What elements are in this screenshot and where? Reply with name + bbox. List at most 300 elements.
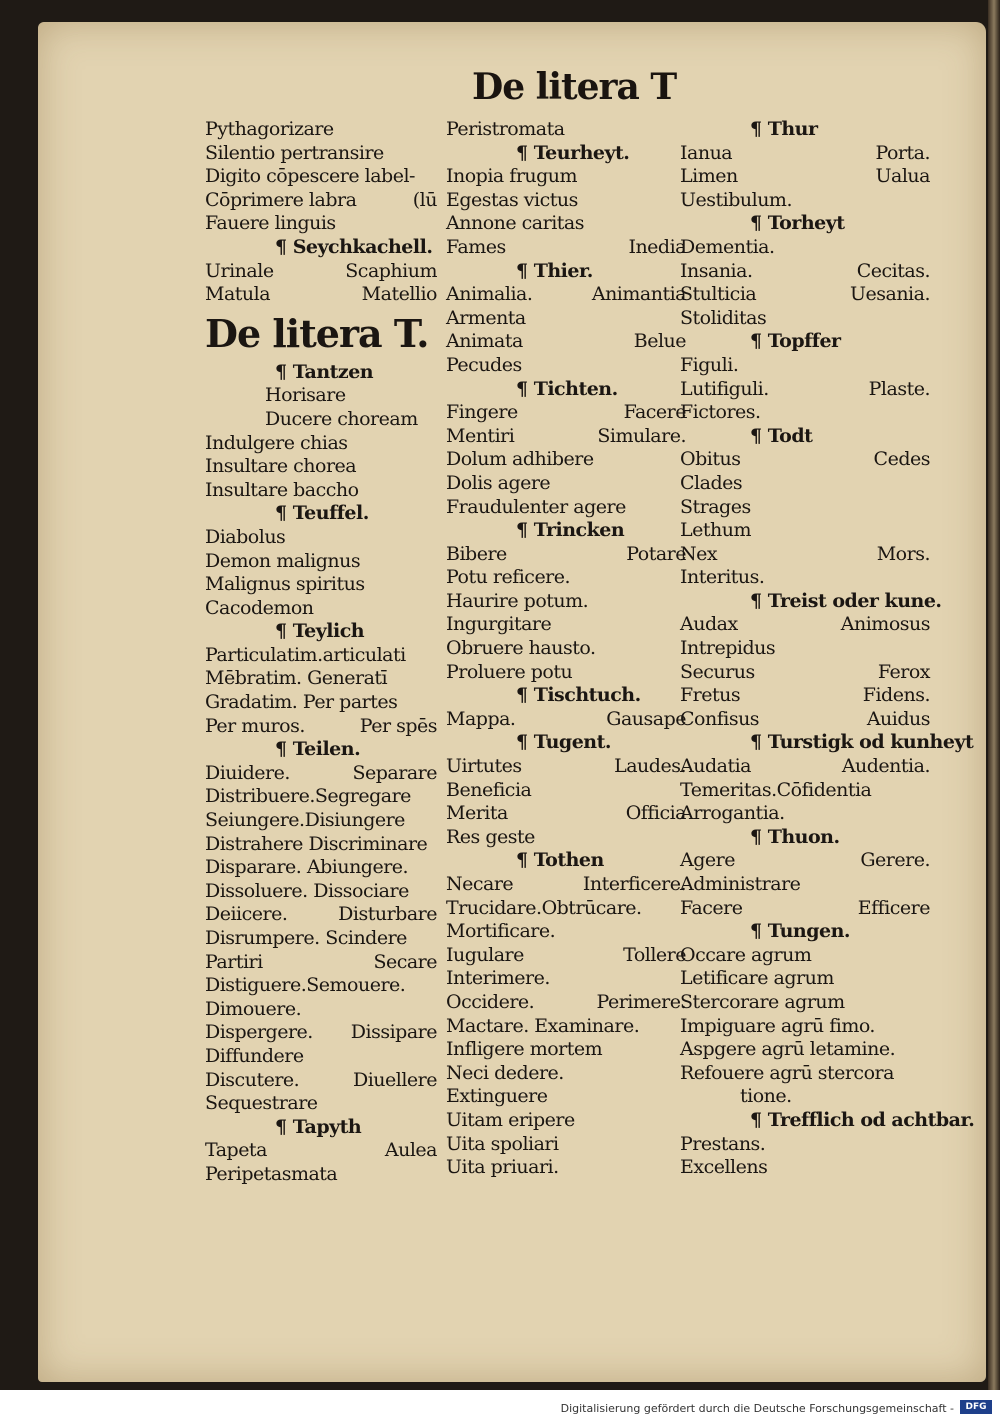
glossary-entry: [680, 873, 930, 897]
glossary-entry: [680, 354, 930, 378]
glossary-entry: [205, 691, 437, 715]
entry-text: Dementia.: [680, 235, 775, 258]
lemma-heading: [205, 738, 437, 762]
entry-text: Malignus spiritus: [205, 573, 365, 596]
entry-text: Tapeta: [205, 1139, 267, 1162]
glossary-entry: [680, 967, 930, 991]
glossary-entry: [680, 519, 930, 543]
glossary-entry: [446, 967, 686, 991]
entry-text: Fraudulenter agere: [446, 495, 626, 518]
glossary-entry: [680, 1015, 930, 1039]
entry-text: Proluere potu: [446, 660, 573, 683]
entry-text: Figuli.: [680, 353, 739, 376]
entry-text: Intrepidus: [680, 637, 776, 660]
entry-synonym: Aulea: [384, 1139, 437, 1162]
glossary-entry: [680, 236, 930, 260]
glossary-entry: [680, 849, 930, 873]
glossary-entry: [205, 715, 437, 739]
entry-text: Disrumpere. Scindere: [205, 927, 407, 949]
entry-text: ¶ Tischtuch.: [516, 684, 641, 707]
glossary-entry: [680, 307, 930, 331]
entry-text: Distribuere.Segregare: [205, 785, 411, 808]
section-heading: [205, 307, 437, 361]
glossary-entry: [205, 762, 437, 786]
entry-text: Mappa.: [446, 707, 516, 730]
entry-text: Uita priuari.: [446, 1156, 559, 1179]
entry-text: Excellens: [680, 1156, 768, 1179]
entry-text: ¶ Tungen.: [750, 920, 851, 943]
glossary-entry: [446, 1038, 686, 1062]
entry-text: tione.: [740, 1085, 792, 1108]
entry-text: Pecudes: [446, 353, 522, 376]
glossary-entry: [446, 873, 686, 897]
glossary-entry: [446, 613, 686, 637]
entry-text: ¶ Tugent.: [516, 731, 611, 754]
lemma-heading: [680, 118, 930, 142]
entry-text: ¶ Trincken: [516, 519, 625, 542]
entry-text: ¶ Tichten.: [516, 377, 618, 400]
entry-text: Securus: [680, 660, 755, 683]
entry-text: Cōprimere labra: [205, 188, 357, 211]
glossary-entry: [205, 1139, 437, 1163]
glossary-entry: [680, 637, 930, 661]
entry-text: Strages: [680, 495, 751, 518]
glossary-entry: [680, 189, 930, 213]
entry-synonym: Per spēs: [359, 714, 437, 737]
entry-synonym: Facere: [623, 401, 686, 424]
lemma-heading: [446, 260, 686, 284]
entry-synonym: Gausape: [606, 707, 686, 730]
entry-synonym: Mors.: [876, 542, 930, 565]
entry-text: Distrahere Discriminare: [205, 832, 428, 855]
column-middle: [446, 118, 686, 1180]
entry-synonym: Animosus: [840, 613, 930, 636]
glossary-entry: [680, 1062, 930, 1086]
entry-synonym: Belue: [633, 330, 686, 353]
entry-text: Uitam eripere: [446, 1108, 575, 1131]
entry-text: Bibere: [446, 542, 507, 565]
entry-text: Obruere hausto.: [446, 637, 596, 660]
entry-text: Necare: [446, 873, 514, 895]
entry-text: Partiri: [205, 950, 263, 973]
entry-synonym: Potare: [626, 542, 686, 565]
glossary-entry: [680, 1038, 930, 1062]
glossary-entry: [205, 809, 437, 833]
entry-text: Horisare: [265, 384, 346, 407]
entry-text: Digito cōpescere label-: [205, 165, 415, 188]
glossary-entry: [205, 856, 437, 880]
entry-synonym: Dissipare: [350, 1021, 437, 1044]
entry-text: Diffundere: [205, 1044, 304, 1067]
glossary-entry: [446, 779, 686, 803]
lemma-heading: [446, 684, 686, 708]
entry-text: ¶ Teilen.: [275, 738, 361, 761]
entry-text: Fingere: [446, 401, 518, 424]
lemma-heading: [446, 731, 686, 755]
entry-text: Inopia frugum: [446, 165, 578, 188]
entry-synonym: Interficere.: [582, 873, 686, 895]
entry-text: Ducere choream: [265, 407, 418, 430]
entry-synonym: Efficere: [857, 896, 930, 919]
glossary-entry: [680, 991, 930, 1015]
glossary-entry: [205, 644, 437, 668]
entry-text: Uirtutes: [446, 755, 522, 778]
entry-text: Fretus: [680, 684, 741, 707]
entry-text: ¶ Teylich: [275, 620, 365, 643]
glossary-entry: [205, 903, 437, 927]
entry-synonym: Simulare.: [597, 424, 686, 447]
glossary-entry: [205, 1045, 437, 1069]
entry-text: Confisus: [680, 707, 760, 730]
glossary-entry: [205, 118, 437, 142]
entry-text: Audatia: [680, 755, 751, 778]
entry-text: Merita: [446, 802, 508, 825]
glossary-entry: [680, 378, 930, 402]
lemma-heading: [680, 731, 974, 755]
entry-text: Interimere.: [446, 967, 550, 990]
entry-text: Silentio pertransire: [205, 141, 384, 164]
glossary-entry: [446, 566, 686, 590]
entry-text: ¶ Thur: [750, 118, 818, 140]
entry-text: Ingurgitare: [446, 613, 552, 636]
glossary-entry: [205, 785, 437, 809]
glossary-entry: [205, 573, 437, 597]
glossary-entry: [446, 1085, 686, 1109]
glossary-entry: [680, 944, 930, 968]
lemma-heading: [446, 378, 686, 402]
entry-text: ¶ Thuon.: [750, 825, 840, 848]
entry-text: ¶ Tantzen: [275, 360, 374, 383]
entry-text: Aspgere agrū letamine.: [680, 1038, 896, 1061]
lemma-heading: [205, 1116, 437, 1140]
entry-text: Infligere mortem: [446, 1038, 603, 1061]
glossary-entry: [446, 755, 686, 779]
entry-text: Dimouere.: [205, 997, 302, 1020]
glossary-entry: [446, 307, 686, 331]
glossary-entry: [446, 472, 686, 496]
entry-text: Potu reficere.: [446, 566, 571, 589]
entry-text: Egestas victus: [446, 188, 578, 211]
glossary-entry: [680, 142, 930, 166]
entry-text: Interitus.: [680, 566, 765, 589]
entry-text: Neci dedere.: [446, 1061, 564, 1084]
entry-text: Impiguare agrū fimo.: [680, 1014, 875, 1037]
glossary-entry: [205, 189, 437, 213]
glossary-entry: [680, 1085, 930, 1109]
glossary-entry: [205, 1163, 437, 1187]
entry-synonym: Inedia: [628, 235, 686, 258]
entry-synonym: Diuellere: [352, 1068, 437, 1091]
entry-text: Demon malignus: [205, 549, 361, 572]
column-right: [680, 118, 975, 1180]
entry-synonym: Plaste.: [868, 377, 930, 400]
glossary-entry: [446, 283, 686, 307]
entry-text: ¶ Teuffel.: [275, 502, 369, 525]
entry-text: Nex: [680, 542, 718, 565]
glossary-entry: [680, 496, 930, 520]
lemma-heading: [680, 330, 930, 354]
entry-text: Extinguere: [446, 1085, 548, 1108]
entry-text: ¶ Topffer: [750, 330, 841, 353]
entry-synonym: Tollere: [623, 943, 686, 966]
glossary-entry: [205, 479, 437, 503]
entry-synonym: (lū: [412, 188, 437, 211]
entry-text: ¶ Tothen: [516, 849, 604, 872]
glossary-entry: [205, 455, 437, 479]
glossary-entry: [205, 260, 437, 284]
glossary-entry: [680, 708, 930, 732]
lemma-heading: [680, 920, 930, 944]
entry-text: Mentiri: [446, 424, 515, 447]
glossary-entry: [680, 1133, 930, 1157]
glossary-entry: [680, 1156, 930, 1180]
glossary-entry: [680, 684, 930, 708]
entry-synonym: Gerere.: [860, 849, 930, 872]
glossary-entry: [680, 543, 930, 567]
entry-text: Insania.: [680, 259, 753, 282]
entry-text: Peripetasmata: [205, 1162, 338, 1185]
glossary-entry: [205, 408, 437, 432]
footer-credit: Digitalisierung gefördert durch die Deutsche Forschungsgemeinschaft -: [560, 1402, 954, 1415]
glossary-entry: [680, 613, 930, 637]
glossary-entry: [446, 354, 686, 378]
entry-text: Urinale: [205, 259, 274, 282]
glossary-entry: [446, 944, 686, 968]
entry-text: Uita spoliari: [446, 1132, 559, 1155]
glossary-entry: [680, 165, 930, 189]
entry-text: Dolum adhibere: [446, 448, 594, 471]
lemma-heading: [205, 620, 437, 644]
glossary-entry: [680, 802, 930, 826]
entry-text: Mactare. Examinare.: [446, 1014, 640, 1037]
entry-text: Animalia.: [446, 283, 533, 306]
entry-synonym: Secare: [373, 950, 437, 973]
entry-text: Lutifiguli.: [680, 377, 769, 400]
entry-text: Letificare agrum: [680, 967, 834, 990]
entry-synonym: Matellio: [361, 283, 437, 306]
glossary-entry: [446, 1109, 686, 1133]
entry-synonym: Auidus: [866, 707, 930, 730]
entry-text: Uestibulum.: [680, 188, 792, 211]
glossary-entry: [446, 401, 686, 425]
glossary-entry: [205, 283, 437, 307]
entry-text: ¶ Treist oder kune.: [750, 589, 942, 612]
glossary-entry: [446, 330, 686, 354]
entry-synonym: Audentia.: [841, 755, 930, 778]
entry-text: Dispergere.: [205, 1021, 313, 1044]
glossary-entry: [446, 708, 686, 732]
glossary-entry: [446, 543, 686, 567]
entry-text: Distiguere.Semouere.: [205, 974, 406, 997]
entry-text: Fames: [446, 235, 506, 258]
entry-synonym: Ferox: [877, 660, 930, 683]
glossary-entry: [446, 1015, 686, 1039]
entry-text: Per muros.: [205, 714, 305, 737]
entry-text: Annone caritas: [446, 212, 584, 235]
glossary-entry: [446, 1062, 686, 1086]
dfg-logo: DFG: [960, 1400, 992, 1414]
running-head: De litera T: [472, 66, 677, 108]
entry-text: ¶ Turstigk od kunheyt: [750, 731, 974, 754]
lemma-heading: [205, 236, 437, 260]
lemma-heading: [446, 849, 686, 873]
glossary-entry: [680, 566, 930, 590]
entry-text: Gradatim. Per partes: [205, 691, 398, 714]
glossary-entry: [446, 826, 686, 850]
entry-text: Diabolus: [205, 525, 286, 548]
glossary-entry: [446, 920, 686, 944]
glossary-entry: [205, 974, 437, 998]
glossary-entry: [680, 283, 930, 307]
footer-bar: [0, 1390, 1000, 1425]
entry-text: Administrare: [680, 873, 801, 895]
glossary-entry: [446, 1156, 686, 1180]
glossary-entry: [446, 991, 686, 1015]
entry-text: Stoliditas: [680, 306, 767, 329]
glossary-entry: [205, 212, 437, 236]
entry-text: Indulgere chias: [205, 431, 348, 454]
lemma-heading: [680, 1108, 975, 1133]
entry-text: Discutere.: [205, 1068, 300, 1091]
entry-text: Lethum: [680, 519, 751, 542]
entry-synonym: Animantia: [591, 283, 686, 306]
entry-synonym: Disturbare: [338, 903, 437, 926]
glossary-entry: [446, 496, 686, 520]
entry-text: Refouere agrū stercora: [680, 1061, 894, 1084]
glossary-entry: [205, 880, 437, 904]
entry-text: Occidere.: [446, 990, 535, 1013]
glossary-entry: [446, 1133, 686, 1157]
entry-synonym: Fidens.: [862, 684, 930, 707]
entry-text: ¶ Teurheyt.: [516, 141, 630, 164]
entry-text: Sequestrare: [205, 1092, 318, 1115]
glossary-entry: [205, 1021, 437, 1045]
entry-synonym: Scaphium: [345, 259, 437, 282]
entry-text: Particulatim.articulati: [205, 643, 406, 666]
glossary-entry: [205, 142, 437, 166]
lemma-heading: [680, 589, 942, 614]
glossary-entry: [446, 212, 686, 236]
entry-text: ¶ Trefflich od achtbar.: [750, 1108, 975, 1131]
entry-text: Mortificare.: [446, 920, 556, 943]
entry-text: ¶ Thier.: [516, 259, 593, 282]
glossary-entry: [446, 637, 686, 661]
lemma-heading: [680, 826, 930, 850]
entry-text: Pythagorizare: [205, 118, 334, 140]
lemma-heading: [446, 142, 686, 166]
entry-text: Arrogantia.: [680, 802, 785, 825]
glossary-entry: [205, 597, 437, 621]
glossary-entry: [205, 998, 437, 1022]
entry-synonym: Cedes: [873, 448, 930, 471]
entry-text: Clades: [680, 471, 743, 494]
entry-text: Dolis agere: [446, 471, 551, 494]
entry-synonym: Perimere.: [596, 990, 686, 1013]
lemma-heading: [680, 425, 930, 449]
glossary-entry: [680, 897, 930, 921]
glossary-entry: [446, 661, 686, 685]
glossary-entry: [680, 661, 930, 685]
entry-text: Peristromata: [446, 118, 565, 140]
entry-text: Obitus: [680, 448, 741, 471]
glossary-entry: [446, 165, 686, 189]
entry-text: Deiicere.: [205, 903, 288, 926]
entry-text: Stercorare agrum: [680, 990, 845, 1013]
entry-synonym: Uesania.: [849, 283, 930, 306]
glossary-entry: [446, 590, 686, 614]
entry-synonym: Laudes.: [614, 755, 686, 778]
glossary-entry: [680, 401, 930, 425]
entry-text: Armenta: [446, 306, 526, 329]
entry-synonym: Officia: [625, 802, 686, 825]
entry-text: Facere: [680, 896, 743, 919]
glossary-entry: [205, 384, 437, 408]
entry-text: Res geste: [446, 825, 535, 848]
entry-text: ¶ Tapyth: [275, 1115, 362, 1138]
entry-text: Trucidare.Obtrūcare.: [446, 896, 642, 919]
glossary-entry: [205, 1092, 437, 1116]
glossary-entry: [446, 897, 686, 921]
entry-text: ¶ Torheyt: [750, 212, 845, 235]
entry-synonym: Ualua: [875, 165, 930, 188]
entry-text: De litera T.: [205, 310, 429, 356]
glossary-entry: [446, 802, 686, 826]
entry-text: Diuidere.: [205, 761, 290, 784]
entry-text: Disparare. Abiungere.: [205, 856, 409, 879]
entry-text: Limen: [680, 165, 738, 188]
entry-text: Matula: [205, 283, 271, 306]
entry-text: Occare agrum: [680, 943, 812, 966]
entry-text: Ianua: [680, 141, 733, 164]
glossary-entry: [446, 118, 686, 142]
glossary-entry: [205, 1069, 437, 1093]
entry-text: Iugulare: [446, 943, 524, 966]
entry-text: Beneficia: [446, 778, 532, 801]
glossary-entry: [446, 236, 686, 260]
glossary-entry: [446, 425, 686, 449]
entry-synonym: Separare: [352, 761, 437, 784]
glossary-entry: [205, 951, 437, 975]
entry-text: Fauere linguis: [205, 212, 336, 235]
book-spine: [988, 0, 1000, 1390]
entry-text: ¶ Seychkachell.: [275, 235, 433, 258]
entry-text: Agere: [680, 849, 735, 872]
lemma-heading: [680, 212, 930, 236]
glossary-entry: [205, 165, 437, 189]
lemma-heading: [205, 502, 437, 526]
column-left: [205, 118, 437, 1187]
entry-text: Stulticia: [680, 283, 757, 306]
entry-text: Temeritas.Cōfidentia: [680, 778, 872, 801]
entry-text: Haurire potum.: [446, 589, 589, 612]
entry-text: Animata: [446, 330, 523, 353]
entry-text: Insultare chorea: [205, 455, 357, 478]
glossary-entry: [205, 833, 437, 857]
entry-text: Seiungere.Disiungere: [205, 809, 405, 832]
glossary-entry: [205, 550, 437, 574]
lemma-heading: [205, 361, 437, 385]
entry-text: Insultare baccho: [205, 478, 359, 501]
glossary-entry: [680, 755, 930, 779]
entry-text: Prestans.: [680, 1132, 766, 1155]
entry-text: Fictores.: [680, 401, 761, 424]
glossary-entry: [205, 432, 437, 456]
entry-text: ¶ Todt: [750, 424, 813, 447]
glossary-entry: [680, 448, 930, 472]
glossary-entry: [205, 526, 437, 550]
entry-text: Dissoluere. Dissociare: [205, 879, 409, 902]
glossary-entry: [205, 667, 437, 691]
